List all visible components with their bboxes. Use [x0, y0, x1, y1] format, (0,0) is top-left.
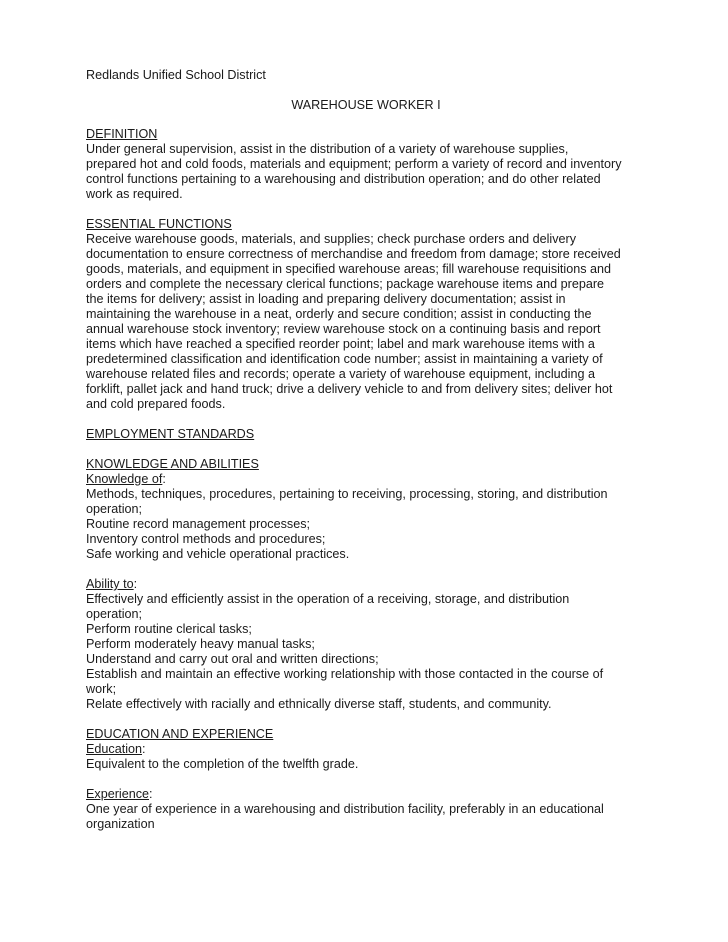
ability-line: work;: [86, 682, 117, 696]
knowledge-line: Inventory control methods and procedures;: [86, 532, 326, 546]
ability-colon: :: [133, 577, 138, 591]
experience-label: Experience: [86, 787, 150, 801]
knowledge-line: Methods, techniques, procedures, pertaining to receiving, processing, storing, and distribution: [86, 487, 608, 501]
essential-line: Receive warehouse goods, materials, and supplies; check purchase orders and delivery: [86, 232, 577, 246]
page-title: WAREHOUSE WORKER I: [291, 98, 441, 112]
ability-subheading: [86, 577, 646, 592]
definition-section: [86, 127, 646, 202]
experience-line: organization: [86, 817, 155, 831]
essential-line: maintaining the warehouse in a neat, orderly and secure condition; assist in conducting the: [86, 307, 592, 321]
ability-line: Understand and carry out oral and written directions;: [86, 652, 379, 666]
ability-line: operation;: [86, 607, 143, 621]
education-colon: :: [142, 742, 146, 756]
ability-line: Establish and maintain an effective working relationship with those contacted in the course of: [86, 667, 604, 681]
experience-colon: :: [149, 787, 153, 801]
essential-line: predetermined classification and identification code number; assist in maintaining a variety of: [86, 352, 603, 366]
experience-subheading: [86, 787, 646, 802]
knowledge-abilities-heading: KNOWLEDGE AND ABILITIES: [86, 457, 259, 471]
ability-line: Perform routine clerical tasks;: [86, 622, 252, 636]
ability-line: Perform moderately heavy manual tasks;: [86, 637, 315, 651]
knowledge-subheading: [86, 472, 646, 487]
knowledge-label: Knowledge of: [86, 472, 163, 486]
essential-line: annual warehouse stock inventory; review warehouse stock on a continuing basis and report: [86, 322, 601, 336]
experience-line: One year of experience in a warehousing and distribution facility, preferably in an educational: [86, 802, 604, 816]
ability-label: Ability to: [86, 577, 134, 591]
essential-line: orders and complete the necessary clerical functions; package warehouse items and prepare: [86, 277, 605, 291]
education-subheading: [86, 742, 646, 757]
essential-line: documentation to ensure correctness of merchandise and freedom from damage; store received: [86, 247, 621, 261]
definition-line: prepared hot and cold foods, materials and equipment; perform a variety of record and inventory: [86, 157, 622, 171]
education-experience-section: [86, 727, 646, 832]
education-line: Equivalent to the completion of the twelfth grade.: [86, 757, 359, 771]
essential-functions-section: [86, 217, 646, 412]
knowledge-line: Safe working and vehicle operational practices.: [86, 547, 350, 561]
definition-line: Under general supervision, assist in the distribution of a variety of warehouse supplies,: [86, 142, 569, 156]
definition-heading: DEFINITION: [86, 127, 158, 141]
knowledge-line: operation;: [86, 502, 143, 516]
essential-functions-heading: ESSENTIAL FUNCTIONS: [86, 217, 232, 231]
education-experience-heading: EDUCATION AND EXPERIENCE: [86, 727, 274, 741]
knowledge-abilities-section: [86, 457, 646, 712]
ability-line: Relate effectively with racially and ethnically diverse staff, students, and community.: [86, 697, 552, 711]
definition-line: control functions pertaining to a warehousing and distribution operation; and do other related: [86, 172, 601, 186]
district-name: Redlands Unified School District: [86, 68, 266, 82]
knowledge-colon: :: [162, 472, 166, 486]
essential-line: goods, materials, and equipment in specified warehouse areas; fill warehouse requisitions and: [86, 262, 612, 276]
employment-standards-heading: EMPLOYMENT STANDARDS: [86, 427, 255, 441]
essential-line: warehouse related files and records; operate a variety of warehouse equipment, including a: [86, 367, 595, 381]
ability-line: Effectively and efficiently assist in the operation of a receiving, storage, and distribution: [86, 592, 570, 606]
essential-line: the items for delivery; assist in loading and preparing delivery documentation; assist in: [86, 292, 566, 306]
essential-line: forklift, pallet jack and hand truck; drive a delivery vehicle to and from delivery sites; deliver hot: [86, 382, 613, 396]
document-page: [86, 68, 646, 832]
essential-line: and cold prepared foods.: [86, 397, 226, 411]
essential-line: items which have reached a specified reorder point; label and mark warehouse items with a: [86, 337, 595, 351]
definition-line: work as required.: [86, 187, 183, 201]
knowledge-line: Routine record management processes;: [86, 517, 311, 531]
education-label: Education: [86, 742, 143, 756]
